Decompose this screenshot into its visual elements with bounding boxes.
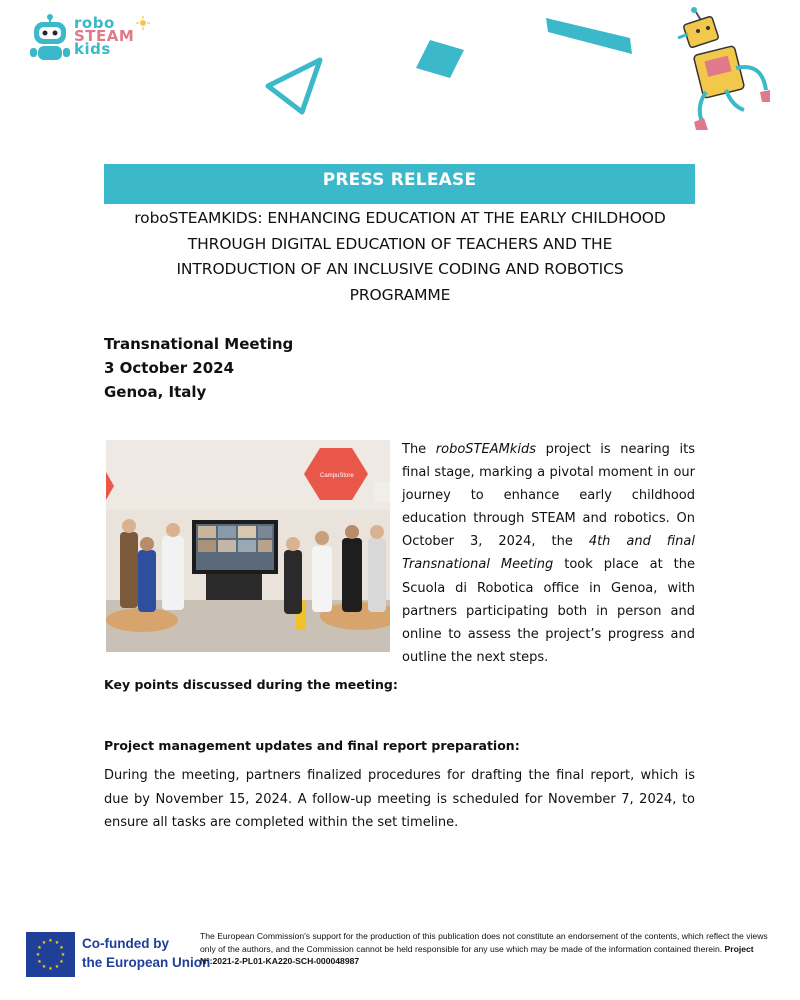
svg-text:★: ★ <box>54 964 60 970</box>
meeting-photo <box>106 440 390 652</box>
intro-text-1: The <box>402 442 436 457</box>
svg-text:★: ★ <box>41 940 47 946</box>
event-date: 3 October 2024 <box>104 359 235 377</box>
headline-line-1: roboSTEAMKIDS: ENHANCING EDUCATION AT THE EARLY CHILDHOOD <box>134 209 666 227</box>
eu-flag-icon <box>26 932 75 977</box>
svg-text:★: ★ <box>37 945 42 951</box>
svg-text:★: ★ <box>54 940 60 946</box>
headline-line-4: PROGRAMME <box>349 285 451 304</box>
eu-stars-icon <box>26 932 75 977</box>
event-meta <box>104 332 293 404</box>
press-release-banner: PRESS RELEASE <box>104 164 695 204</box>
brush-stroke-decoration-icon <box>540 10 638 60</box>
project-name-italic: roboSTEAMkids <box>435 442 536 457</box>
svg-text:★: ★ <box>41 964 47 970</box>
cofunded-label <box>82 934 210 972</box>
event-name: Transnational Meeting <box>104 335 294 353</box>
headline <box>100 206 700 308</box>
event-location: Genoa, Italy <box>104 383 207 401</box>
section-heading: Project management updates and final report preparation: <box>104 738 520 753</box>
robosteamkids-logo <box>28 14 158 66</box>
photo-sign-text: CampuStore <box>320 473 354 479</box>
svg-text:★: ★ <box>59 945 64 951</box>
svg-text:★: ★ <box>48 938 53 944</box>
key-points-heading: Key points discussed during the meeting: <box>104 677 398 692</box>
robot-character-decoration-icon <box>672 6 774 130</box>
headline-line-3: INTRODUCTION OF AN INCLUSIVE CODING AND ROBOTICS <box>176 260 624 278</box>
intro-text-3: took place at the Scuola di Robotica office in Genoa, with partners participating both in person and online to assess the project’s progress and outline the next steps. <box>402 557 695 665</box>
spark-icon <box>136 16 150 30</box>
meeting-name-italic: 4th and final Transnational Meeting <box>402 534 696 573</box>
cofunded-line-2: the European Union <box>82 955 211 970</box>
rhombus-decoration-icon <box>412 36 468 82</box>
eu-disclaimer <box>200 930 780 968</box>
logo-steam-text: STEAM <box>74 27 135 45</box>
headline-line-2: THROUGH DIGITAL EDUCATION OF TEACHERS AND THE <box>187 234 613 253</box>
robot-mascot-icon <box>28 14 74 66</box>
triangle-decoration-icon <box>262 56 326 118</box>
disclaimer-text: The European Commission's support for the production of this publication does not constitute an endorsement of the contents, which reflect the views only of the authors, and the Commission cannot be held responsible for any use which may be made of the information contained therein. <box>200 931 768 954</box>
cofunded-line-1: Co-funded by <box>82 936 169 951</box>
svg-text:★: ★ <box>48 966 53 972</box>
logo-robo-text: robo <box>74 14 115 32</box>
svg-text:★: ★ <box>35 952 41 958</box>
project-number: Project N°:2021-2-PL01-KA220-SCH-000048987 <box>200 943 754 967</box>
svg-text:★: ★ <box>37 959 42 965</box>
intro-paragraph <box>402 438 695 669</box>
meeting-photo-illustration <box>106 440 390 652</box>
intro-text-2: project is nearing its final stage, marking a pivotal moment in our journey to enhance early childhood education through STEAM and robotics. On October 3, 2024, the <box>402 442 695 550</box>
svg-text:★: ★ <box>60 952 66 958</box>
logo-kids-text: kids <box>74 40 111 58</box>
section-body: During the meeting, partners finalized procedures for drafting the final report, which is due by November 15, 2024. A follow-up meeting is scheduled for November 7, 2024, to ensure all tasks are completed within the set timeline. <box>104 768 695 830</box>
svg-text:★: ★ <box>59 959 64 965</box>
